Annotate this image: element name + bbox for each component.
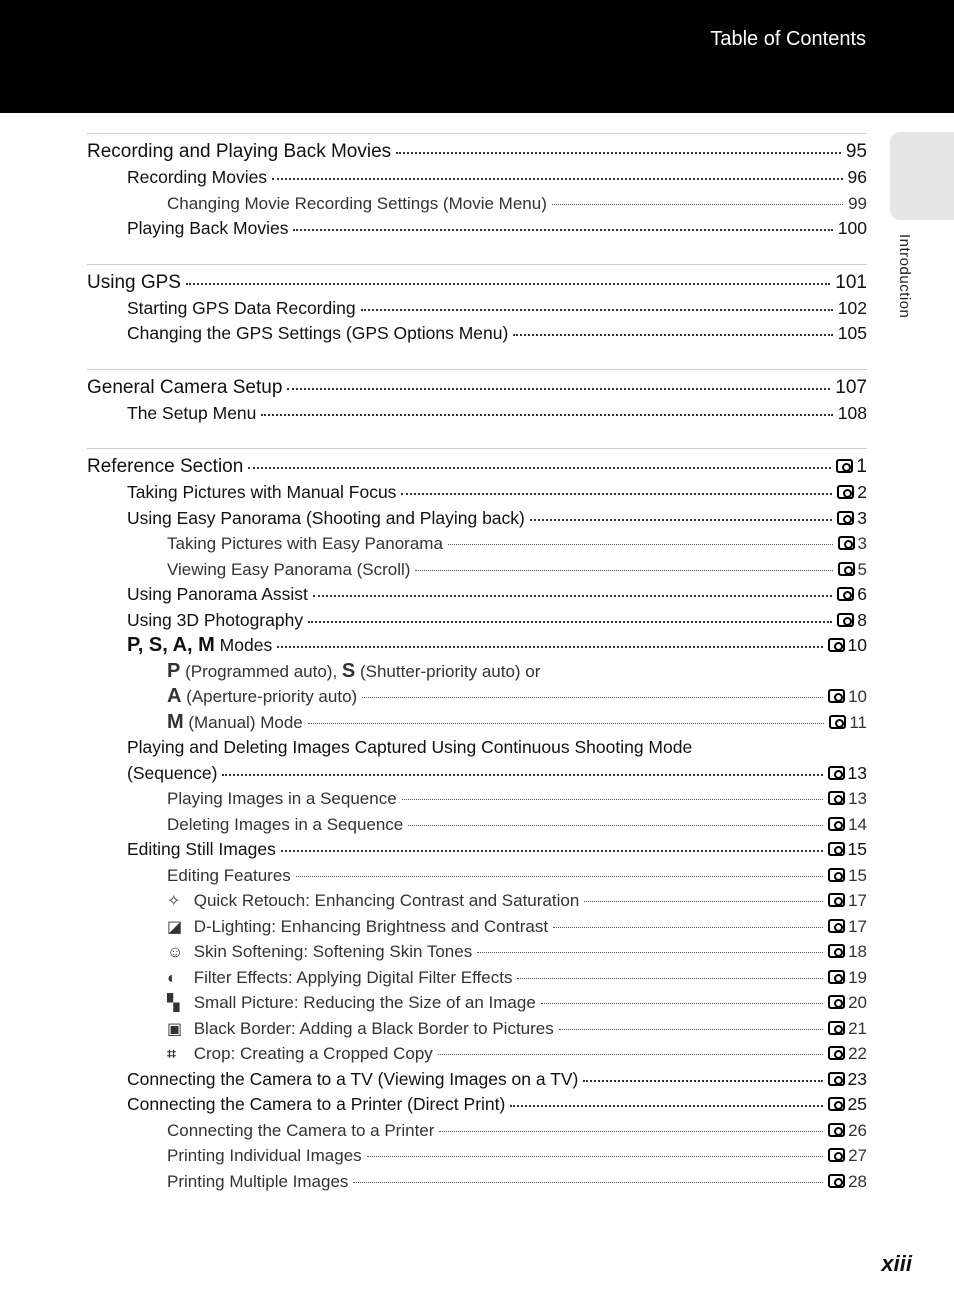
mode-icon: ⌗ xyxy=(167,1046,177,1063)
toc-page-ref: 10 xyxy=(828,684,867,710)
dot-leader xyxy=(353,1182,823,1183)
dot-leader xyxy=(248,467,831,469)
dot-leader xyxy=(362,697,823,698)
toc-page-ref: 101 xyxy=(835,271,867,293)
toc-page-ref: 3 xyxy=(837,506,867,532)
toc-entry[interactable] xyxy=(87,837,867,863)
reference-section-icon xyxy=(829,715,846,729)
toc-entry-label: Recording Movies xyxy=(127,167,268,187)
toc-entry-label: Taking Pictures with Easy Panorama xyxy=(167,534,443,553)
toc-entry-label: Printing Multiple Images xyxy=(167,1171,349,1191)
dot-leader xyxy=(541,1003,823,1004)
reference-section-icon xyxy=(828,944,845,958)
mode-icon: ◪ xyxy=(167,918,183,936)
toc-entry-label: Reference Section xyxy=(87,456,244,477)
mode-icon: ▚ xyxy=(167,995,180,1012)
toc-entry[interactable] xyxy=(87,191,867,217)
dot-leader xyxy=(402,799,823,800)
toc-entry[interactable] xyxy=(87,863,867,889)
mode-icon: ▣ xyxy=(167,1020,183,1038)
toc-entry-label: ◪ D-Lighting: Enhancing Brightness and Contrast xyxy=(167,914,548,941)
toc-entry[interactable] xyxy=(87,786,867,812)
toc-entry-label: Taking Pictures with Manual Focus xyxy=(127,482,397,502)
dot-leader xyxy=(367,1156,823,1157)
toc-entry[interactable] xyxy=(87,216,867,242)
toc-page-ref: 99 xyxy=(848,193,867,213)
dot-leader xyxy=(513,334,832,336)
toc-entry[interactable] xyxy=(87,1143,867,1169)
toc-entry-label: ☺ Skin Softening: Softening Skin Tones xyxy=(167,939,472,966)
toc-entry[interactable] xyxy=(87,582,867,608)
reference-section-icon xyxy=(828,1021,845,1035)
toc-entry[interactable] xyxy=(87,710,867,736)
dot-leader xyxy=(530,519,832,521)
toc-entry-label: ▣ Black Border: Adding a Black Border to Pictures xyxy=(167,1016,554,1043)
dot-leader xyxy=(552,204,843,205)
dot-leader xyxy=(553,927,823,928)
toc-entry-label: ✧ Quick Retouch: Enhancing Contrast and Saturation xyxy=(167,888,579,915)
toc-entry[interactable] xyxy=(87,321,867,347)
toc-entry-label: The Setup Menu xyxy=(127,402,257,423)
toc-page-ref: 14 xyxy=(828,812,867,838)
toc-section xyxy=(87,369,867,433)
toc-entry[interactable] xyxy=(87,296,867,322)
reference-section-icon xyxy=(828,1123,845,1137)
toc-entry-label: Playing and Deleting Images Captured Using Continuous Shooting Mode xyxy=(127,737,693,757)
dot-leader xyxy=(272,178,842,180)
toc-entry[interactable] xyxy=(87,401,867,427)
toc-page-ref: 28 xyxy=(828,1169,867,1195)
toc-entry[interactable] xyxy=(87,1041,867,1067)
toc-entry[interactable] xyxy=(87,812,867,838)
toc-entry[interactable] xyxy=(87,608,867,634)
toc-entry-label: (Sequence) xyxy=(127,762,218,783)
reference-section-icon xyxy=(828,817,845,831)
dot-leader xyxy=(281,850,823,852)
toc-page-ref: 1 xyxy=(836,454,867,480)
reference-section-icon xyxy=(828,766,845,780)
toc-page-ref: 2 xyxy=(837,480,867,506)
dot-leader xyxy=(361,309,833,311)
reference-section-icon xyxy=(837,613,854,627)
toc-entry[interactable] xyxy=(87,506,867,532)
toc-entry-label: Printing Individual Images xyxy=(167,1146,362,1165)
header-title: Table of Contents xyxy=(710,28,866,50)
toc-entry-label: General Camera Setup xyxy=(87,376,283,398)
mode-icon: ☺ xyxy=(167,944,184,961)
dot-leader xyxy=(438,1054,823,1055)
mode-icon: ◐ xyxy=(167,969,177,987)
dot-leader xyxy=(401,493,832,495)
toc-entry[interactable] xyxy=(87,531,867,557)
toc-page-ref: 107 xyxy=(835,376,867,398)
dot-leader xyxy=(510,1105,822,1107)
toc-entry[interactable] xyxy=(87,659,867,685)
toc-entry-label: Changing the GPS Settings (GPS Options Menu) xyxy=(127,323,509,343)
toc-section xyxy=(87,133,867,248)
dot-leader xyxy=(261,414,832,416)
reference-section-icon xyxy=(828,1046,845,1060)
toc-page-ref: 15 xyxy=(828,837,867,863)
toc-entry-label: ▚ Small Picture: Reducing the Size of an Image xyxy=(167,990,536,1017)
toc-entry-label: Playing Back Movies xyxy=(127,218,289,238)
mode-icon: M xyxy=(167,710,184,733)
toc-page-ref: 17 xyxy=(828,888,867,914)
dot-leader xyxy=(277,646,822,648)
toc-page-ref: 20 xyxy=(828,990,867,1016)
toc-entry[interactable] xyxy=(87,965,867,991)
toc-entry-label: Changing Movie Recording Settings (Movie Menu) xyxy=(167,193,547,213)
reference-section-icon xyxy=(836,459,853,473)
toc-entry[interactable] xyxy=(87,1118,867,1144)
toc-entry-label: Using Panorama Assist xyxy=(127,584,308,604)
toc-page-ref: 11 xyxy=(829,710,867,736)
toc-entry-label: Connecting the Camera to a Printer (Direct Print) xyxy=(127,1094,506,1114)
reference-section-icon xyxy=(828,868,845,882)
dot-leader xyxy=(583,1080,822,1082)
dot-leader xyxy=(439,1131,823,1132)
dot-leader xyxy=(287,388,830,390)
reference-section-icon xyxy=(828,995,845,1009)
toc-section xyxy=(87,264,867,353)
reference-section-icon xyxy=(828,893,845,907)
toc-page-ref: 13 xyxy=(828,786,867,812)
toc-entry-label: Starting GPS Data Recording xyxy=(127,297,356,318)
toc-page-ref: 17 xyxy=(828,914,867,940)
mode-letters: P, S, A, M xyxy=(127,634,215,656)
toc-page-ref: 6 xyxy=(837,582,867,608)
toc-page-ref: 15 xyxy=(828,863,867,889)
toc-page-ref: 108 xyxy=(837,402,867,423)
reference-section-icon xyxy=(828,638,845,652)
dot-leader xyxy=(222,774,822,776)
dot-leader xyxy=(408,825,823,826)
mode-icon: A xyxy=(167,685,182,707)
mode-icon: ✧ xyxy=(167,893,181,910)
toc-entry[interactable] xyxy=(87,139,867,165)
toc-entry[interactable] xyxy=(87,761,867,787)
toc-entry-label: Connecting the Camera to a Printer xyxy=(167,1120,435,1140)
dot-leader xyxy=(186,283,830,285)
reference-section-icon xyxy=(828,970,845,984)
toc-page-ref: 23 xyxy=(828,1067,867,1093)
toc-page-ref: 10 xyxy=(828,633,867,659)
dot-leader xyxy=(415,570,832,571)
toc-entry[interactable] xyxy=(87,684,867,710)
toc-entry[interactable] xyxy=(87,914,867,940)
reference-section-icon xyxy=(828,791,845,805)
reference-section-icon xyxy=(838,536,855,550)
toc-entry-label: P, S, A, M Modes xyxy=(127,634,273,656)
section-tab-label: Introduction xyxy=(896,234,913,319)
toc-section xyxy=(87,448,867,1200)
reference-section-icon xyxy=(828,689,845,703)
toc-page-ref: 3 xyxy=(838,531,867,557)
toc-entry[interactable] xyxy=(87,375,867,401)
toc-entry-label: Playing Images in a Sequence xyxy=(167,789,397,808)
toc-entry-label: A (Aperture-priority auto) xyxy=(167,685,358,707)
mode-icon: P xyxy=(167,659,181,682)
toc-page-ref: 95 xyxy=(845,141,867,162)
toc-entry[interactable] xyxy=(87,735,867,761)
toc-entry-label: Recording and Playing Back Movies xyxy=(87,141,392,162)
toc-page-ref: 8 xyxy=(837,608,867,634)
toc-page-ref: 105 xyxy=(837,323,867,343)
table-of-contents xyxy=(87,133,867,1200)
toc-entry-label: ⌗ Crop: Creating a Cropped Copy xyxy=(167,1041,433,1068)
toc-entry-label: Using GPS xyxy=(87,271,181,293)
reference-section-icon xyxy=(838,562,855,576)
toc-page-ref: 25 xyxy=(828,1092,867,1118)
toc-entry[interactable] xyxy=(87,557,867,583)
toc-page-ref: 22 xyxy=(828,1041,867,1067)
reference-section-icon xyxy=(828,1097,845,1111)
toc-entry[interactable] xyxy=(87,1067,867,1093)
toc-entry[interactable] xyxy=(87,1092,867,1118)
toc-entry[interactable] xyxy=(87,1169,867,1195)
toc-page-ref: 27 xyxy=(828,1143,867,1169)
dot-leader xyxy=(517,978,823,979)
reference-section-icon xyxy=(828,1072,845,1086)
toc-entry-label: Connecting the Camera to a TV (Viewing Images on a TV) xyxy=(127,1068,579,1089)
reference-section-icon xyxy=(837,587,854,601)
toc-entry-label: P (Programmed auto), S (Shutter-priority auto) or xyxy=(167,659,541,682)
toc-entry-label: Deleting Images in a Sequence xyxy=(167,814,404,834)
toc-entry[interactable] xyxy=(87,1016,867,1042)
toc-page-ref: 13 xyxy=(828,761,867,787)
reference-section-icon xyxy=(828,1148,845,1162)
toc-page-ref: 26 xyxy=(828,1118,867,1144)
toc-entry-label: Using 3D Photography xyxy=(127,609,304,630)
reference-section-icon xyxy=(828,842,845,856)
header-band xyxy=(0,0,954,113)
toc-entry[interactable] xyxy=(87,633,867,659)
toc-entry[interactable] xyxy=(87,270,867,296)
toc-entry[interactable] xyxy=(87,454,867,480)
dot-leader xyxy=(396,152,841,154)
dot-leader xyxy=(477,952,823,953)
toc-entry-label: Viewing Easy Panorama (Scroll) xyxy=(167,559,411,579)
dot-leader xyxy=(308,723,825,724)
toc-entry[interactable] xyxy=(87,888,867,914)
dot-leader xyxy=(559,1029,823,1030)
toc-page-ref: 96 xyxy=(847,167,867,187)
dot-leader xyxy=(293,229,832,231)
reference-section-icon xyxy=(828,919,845,933)
toc-entry-label: Editing Still Images xyxy=(127,839,276,859)
toc-page-ref: 100 xyxy=(837,218,867,238)
page-number: xiii xyxy=(881,1251,912,1276)
toc-entry[interactable] xyxy=(87,480,867,506)
toc-page-ref: 102 xyxy=(837,297,867,318)
mode-icon: S xyxy=(341,659,356,682)
reference-section-icon xyxy=(837,485,854,499)
toc-entry-label: M (Manual) Mode xyxy=(167,710,303,733)
toc-page-ref: 19 xyxy=(828,965,867,991)
dot-leader xyxy=(308,621,832,623)
reference-section-icon xyxy=(828,1174,845,1188)
toc-entry[interactable] xyxy=(87,165,867,191)
toc-page-ref: 21 xyxy=(828,1016,867,1042)
reference-section-icon xyxy=(837,511,854,525)
toc-page-ref: 5 xyxy=(838,557,867,583)
toc-entry-label: Using Easy Panorama (Shooting and Playing back) xyxy=(127,507,525,528)
toc-entry[interactable] xyxy=(87,939,867,965)
section-tab[interactable] xyxy=(890,132,954,220)
dot-leader xyxy=(296,876,823,877)
dot-leader xyxy=(313,595,832,597)
dot-leader xyxy=(448,544,833,545)
toc-entry-label: Editing Features xyxy=(167,865,291,885)
dot-leader xyxy=(584,901,823,902)
toc-entry-label: ◐ Filter Effects: Applying Digital Filter Effects xyxy=(167,965,512,992)
toc-entry[interactable] xyxy=(87,990,867,1016)
toc-page-ref: 18 xyxy=(828,939,867,965)
